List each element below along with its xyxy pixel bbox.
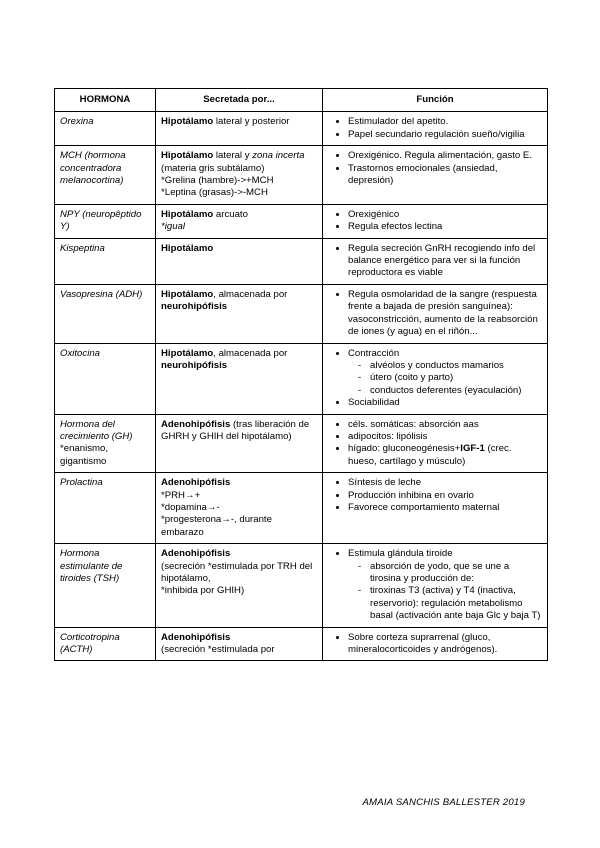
secretion-text: lateral y — [213, 150, 253, 162]
function-subitem: - conductos deferentes (eyaculación) — [370, 385, 542, 397]
author-footer: AMAIA SANCHIS BALLESTER 2019 — [362, 797, 525, 808]
hormone-name: Hormona estimulante de tiroides (TSH) — [60, 548, 123, 584]
function-cell — [323, 284, 548, 343]
function-item — [348, 419, 542, 431]
table-row — [55, 414, 548, 473]
table-row — [55, 204, 548, 238]
gland-name: Hipotálamo — [161, 116, 214, 128]
table-row — [55, 544, 548, 627]
function-cell — [323, 627, 548, 661]
gland-name: Hipotálamo — [161, 208, 214, 220]
hormone-name-cell — [55, 204, 156, 238]
hormone-name-cell — [55, 146, 156, 205]
secreted-by-cell — [156, 414, 323, 473]
secretion-text: arcuato — [213, 208, 248, 220]
function-item — [348, 116, 542, 128]
table-row — [55, 284, 548, 343]
function-text: Sociabilidad — [348, 397, 400, 409]
hormone-name-cell — [55, 238, 156, 284]
function-item — [348, 477, 542, 489]
header-secretada: Secretada por... — [156, 89, 323, 112]
function-cell — [323, 544, 548, 627]
hormone-name-cell — [55, 414, 156, 473]
table-row — [55, 473, 548, 544]
secreted-by-cell — [156, 473, 323, 544]
hormone-name: Kispeptina — [60, 242, 105, 254]
hormone-name: Corticotropina (ACTH) — [60, 631, 120, 656]
table-header-row — [55, 89, 548, 112]
function-subitem: - útero (coito y parto) — [370, 372, 542, 384]
function-item — [348, 243, 542, 280]
secretion-text: lateral y posterior — [213, 116, 290, 128]
gland-name: Adenohipófisis — [161, 631, 231, 643]
function-text: Orexigénico — [348, 208, 400, 220]
function-cell — [323, 343, 548, 414]
function-cell — [323, 146, 548, 205]
function-text: Estimulador del apetito. — [348, 116, 449, 128]
gland-name: Hipotálamo — [161, 242, 214, 254]
secreted-by-cell — [156, 146, 323, 205]
function-item — [348, 163, 542, 188]
hormone-name: Prolactina — [60, 477, 103, 489]
hormone-name-cell — [55, 627, 156, 661]
hormone-name: Oxitocina — [60, 347, 100, 359]
function-subitem: - tiroxinas T3 (activa) y T4 (inactiva, reservorio): regulación metabolismo basal (activación ante baja Glc y baja T) — [370, 585, 542, 622]
function-text: Regula osmolaridad de la sangre (respuesta frente a bajada de presión sanguínea): vasoconstricción, aumento de la reabsorción de iones (y agua) en el riñón... — [348, 288, 538, 338]
function-subitem: - alvéolos y conductos mamarios — [370, 360, 542, 372]
gland-name: neurohipófisis — [161, 301, 228, 313]
function-text: hígado: gluconeogénesis+ — [348, 443, 461, 455]
hormone-name-cell — [55, 343, 156, 414]
function-item — [348, 348, 542, 398]
secretion-text: (materia gris subtálamo) — [161, 162, 265, 174]
function-text: Trastornos emocionales (ansiedad, depresión) — [348, 162, 498, 187]
secretion-text: *progesterona→-, durante embarazo — [161, 514, 272, 538]
hormone-name-cell — [55, 112, 156, 146]
secretion-text: (secreción *estimulada por — [161, 644, 275, 656]
secretion-text: , almacenada por — [213, 347, 288, 359]
function-text: Regula efectos lectina — [348, 221, 443, 233]
function-cell — [323, 238, 548, 284]
secreted-by-cell — [156, 204, 323, 238]
header-funcion: Función — [323, 89, 548, 112]
function-list — [328, 548, 542, 622]
function-item — [348, 289, 542, 339]
secretion-text: *PRH→+ — [161, 489, 201, 501]
gland-name: Hipotálamo — [161, 150, 214, 162]
gland-name: Adenohipófisis — [161, 477, 231, 489]
function-text: Estimula glándula tiroide — [348, 548, 453, 560]
function-sublist — [348, 561, 542, 623]
secretion-text: (secreción *estimulada por TRH del hipotálamo, — [161, 560, 313, 584]
function-list — [328, 477, 542, 514]
function-text: Papel secundario regulación sueño/vigilia — [348, 128, 525, 140]
function-cell — [323, 473, 548, 544]
secreted-by-cell — [156, 627, 323, 661]
function-item — [348, 548, 542, 622]
secretion-note: zona incerta — [252, 150, 305, 162]
function-text: Favorece comportamiento maternal — [348, 501, 500, 513]
function-item — [348, 431, 542, 443]
function-item — [348, 502, 542, 514]
function-item — [348, 490, 542, 502]
function-list — [328, 348, 542, 410]
function-text-tail: (crec. hueso, cartílago y músculo) — [348, 443, 512, 467]
table-body — [55, 112, 548, 661]
secretion-text: *Leptina (grasas)->-MCH — [161, 187, 268, 199]
hormone-table — [54, 88, 548, 661]
secreted-by-cell — [156, 238, 323, 284]
function-item — [348, 150, 542, 162]
secreted-by-cell — [156, 544, 323, 627]
secreted-by-cell — [156, 112, 323, 146]
function-emphasis: IGF-1 — [460, 443, 485, 455]
function-cell — [323, 414, 548, 473]
function-item — [348, 632, 542, 657]
function-list — [328, 289, 542, 339]
gland-name: neurohipófisis — [161, 359, 228, 371]
hormone-name: NPY (neuropêptido Y) — [60, 208, 142, 233]
table-row — [55, 343, 548, 414]
function-item — [348, 129, 542, 141]
hormone-name-cell — [55, 544, 156, 627]
function-subitem: - absorción de yodo, que se une a tirosina y producción de: — [370, 561, 542, 586]
secreted-by-cell — [156, 284, 323, 343]
function-text: céls. somáticas: absorción aas — [348, 418, 479, 430]
function-sublist — [348, 360, 542, 397]
gland-name: Hipotálamo — [161, 288, 214, 300]
function-cell — [323, 204, 548, 238]
secretion-text: (tras liberación de GHRH y GHIH del hipotálamo) — [161, 418, 310, 442]
table-row — [55, 146, 548, 205]
function-cell — [323, 112, 548, 146]
function-item — [348, 221, 542, 233]
function-list — [328, 243, 542, 280]
function-item — [348, 443, 542, 468]
function-text: Producción inhibina en ovario — [348, 489, 474, 501]
gland-name: Adenohipófisis — [161, 418, 231, 430]
function-text: Sobre corteza suprarrenal (gluco, mineralocorticoides y andrógenos). — [348, 631, 498, 656]
hormone-name: Hormona del crecimiento (GH) — [60, 418, 133, 442]
hormone-name-cell — [55, 473, 156, 544]
hormone-name: Vasopresina (ADH) — [60, 288, 143, 300]
hormone-name: Orexina — [60, 116, 94, 128]
hormone-name: MCH (hormona concentradora melanocortina) — [60, 150, 126, 187]
gland-name: Hipotálamo — [161, 347, 214, 359]
secretion-text: , almacenada por — [213, 288, 288, 300]
table-row — [55, 112, 548, 146]
function-item — [348, 397, 542, 409]
secretion-text: *Grelina (hambre)->+MCH — [161, 175, 274, 187]
secretion-text: *inhibida por GHIH) — [161, 585, 245, 597]
function-list — [328, 419, 542, 469]
function-text: Orexigénico. Regula alimentación, gasto E. — [348, 150, 532, 162]
table-row — [55, 238, 548, 284]
secretion-note: *igual — [161, 221, 186, 233]
function-list — [328, 632, 542, 657]
header-hormona: HORMONA — [55, 89, 156, 112]
table-row — [55, 627, 548, 661]
hormone-name-cell — [55, 284, 156, 343]
function-list — [328, 116, 542, 141]
function-text: Síntesis de leche — [348, 477, 422, 489]
function-list — [328, 150, 542, 187]
function-text: adipocitos: lipólisis — [348, 430, 428, 442]
gland-name: Adenohipófisis — [161, 548, 231, 560]
function-text: Contracción — [348, 347, 400, 359]
function-item — [348, 209, 542, 221]
function-list — [328, 209, 542, 234]
secretion-text: *dopamina→- — [161, 501, 220, 513]
function-text: Regula secreción GnRH recogiendo info del balance energético para ver si la función reproductora es viable — [348, 242, 536, 279]
secreted-by-cell — [156, 343, 323, 414]
hormone-note: *enanismo, gigantismo — [60, 443, 108, 467]
